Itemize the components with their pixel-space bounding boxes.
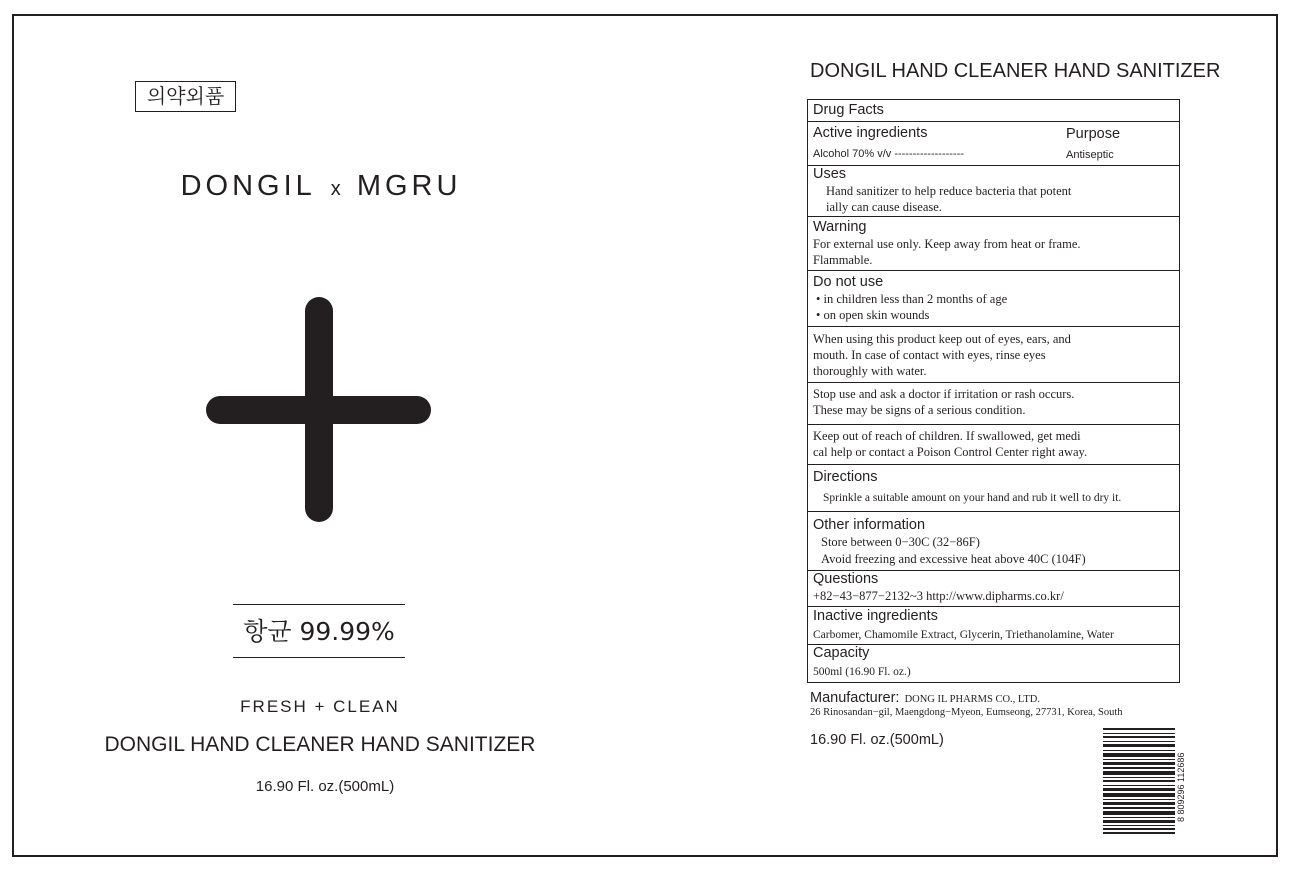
purpose-heading: Purpose <box>1066 126 1121 142</box>
barcode-icon <box>1103 728 1175 834</box>
product-name-back: DONGIL HAND CLEANER HAND SANITIZER <box>810 60 1221 82</box>
brand-mgru: MGRU <box>356 170 462 202</box>
purpose-value: Antiseptic <box>1066 149 1114 161</box>
questions-section: Questions +82−43−877−2132~3 http://www.dipharms.co.kr/ <box>808 571 1179 607</box>
drug-facts-header: Drug Facts <box>808 100 1179 122</box>
uses-section: Uses Hand sanitizer to help reduce bacteria that potent ially can cause disease. <box>808 166 1179 217</box>
active-line: Alcohol 70% v/v ------------------- <box>813 148 964 160</box>
when-using-section: When using this product keep out of eyes, ears, and mouth. In case of contact with eyes, rinse eyes thoroughly with water. <box>808 327 1179 383</box>
brand-dongil: DONGIL <box>180 170 315 202</box>
drug-facts-panel <box>807 99 1180 683</box>
tagline: FRESH + CLEAN <box>240 697 400 716</box>
manufacturer-name: DONG IL PHARMS CO., LTD. <box>904 694 1041 705</box>
antibacterial-bottom-rule <box>233 657 405 658</box>
active-ingredients-section <box>808 122 1179 166</box>
directions-section: Directions Sprinkle a suitable amount on your hand and rub it well to dry it. <box>808 465 1179 512</box>
antibacterial-top-rule <box>233 604 405 605</box>
antibacterial-claim: 항균 99.99% <box>243 617 395 646</box>
volume-back: 16.90 Fl. oz.(500mL) <box>810 732 944 748</box>
do-not-use-section: Do not use • in children less than 2 months of age • on open skin wounds <box>808 271 1179 327</box>
manufacturer-address: 26 Rinosandan−gil, Maengdong−Myeon, Eumseong, 27731, Korea, South <box>810 707 1123 718</box>
stop-use-section: Stop use and ask a doctor if irritation or rash occurs. These may be signs of a serious condition. <box>808 383 1179 425</box>
quasi-drug-stamp: 의약외품 <box>135 81 236 112</box>
capacity-section: Capacity 500ml (16.90 Fl. oz.) <box>813 645 911 678</box>
other-information-section: Other information Store between 0−30C (32−86F) Avoid freezing and excessive heat above 40C (104F) <box>808 512 1179 571</box>
brand-x: x <box>330 178 341 200</box>
warning-section: Warning For external use only. Keep away from heat or frame. Flammable. <box>808 217 1179 271</box>
product-name-front: DONGIL HAND CLEANER HAND SANITIZER <box>104 733 536 756</box>
brand-logo <box>180 170 462 203</box>
barcode-number: 8 809296 112686 <box>1176 752 1186 822</box>
inactive-ingredients-section: Inactive ingredients Carbomer, Chamomile Extract, Glycerin, Triethanolamine, Water <box>808 607 1179 645</box>
active-heading: Active ingredients <box>813 125 928 141</box>
volume-front: 16.90 Fl. oz.(500mL) <box>255 778 395 795</box>
plus-cross-icon-bar <box>206 396 431 424</box>
manufacturer-label: Manufacturer: <box>810 690 900 706</box>
keep-out-section: Keep out of reach of children. If swallowed, get medi cal help or contact a Poison Control Center right away. <box>808 425 1179 465</box>
manufacturer-line <box>810 687 1040 706</box>
